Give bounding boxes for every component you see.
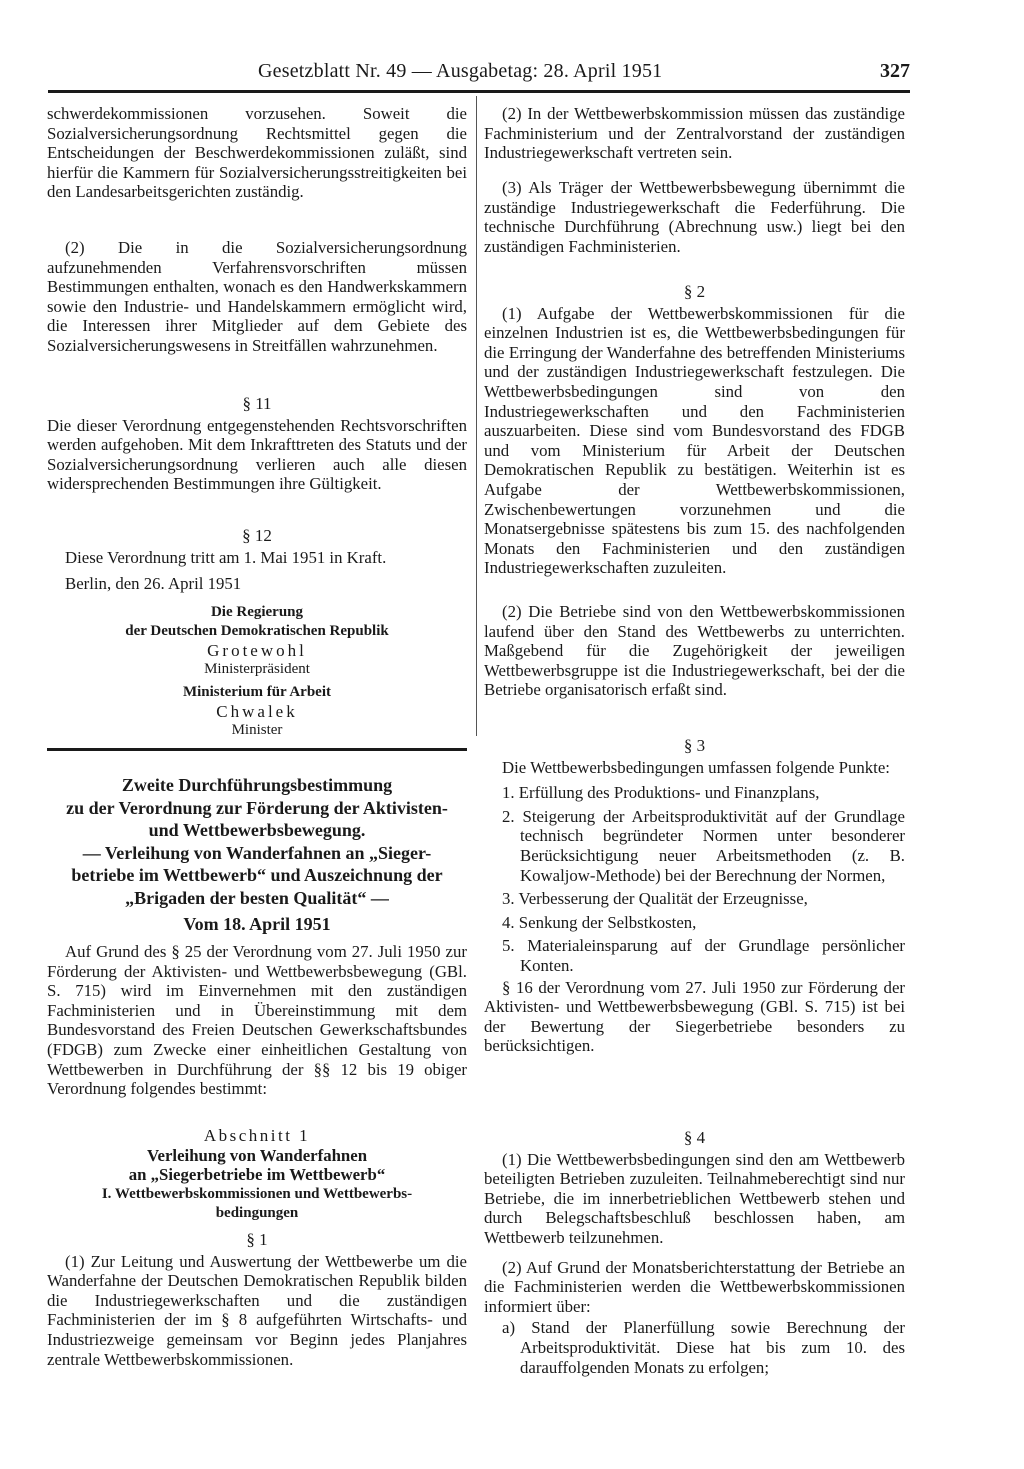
paragraph: (2) Die Betriebe sind von den Wettbewerbskommissionen laufend über den Stand des Wettbewerbs zu unterrichten. Maßgebend für die Zugehörigkeit der jeweiligen Wettbewerbsgruppe ist die Industriegewerkschaft, bei der die Betriebe organisatorisch erfaßt sind. bbox=[484, 602, 905, 700]
signature-ministry: Ministerium für Arbeit bbox=[182, 684, 332, 700]
section-1-para-2 bbox=[484, 104, 905, 163]
list-item: 5. Materialeinsparung auf der Grundlage persönlicher Konten. bbox=[502, 936, 905, 975]
section-text: (1) Aufgabe der Wettbewerbskommissionen für die einzelnen Industrien ist es, die Wettbewerbsbedingungen für die Erringung der Wanderfahne des betreffenden Ministeriums und der zuständigen Industriegewerkschaft festzulegen. Die Wettbewerbsbedingungen sind von den Industriegewerkschaften und den Fachministerien auszuarbeiten. Diese sind vom Bundesvorstand des FDGB und vom Ministerium für Arbeit der Deutschen Demokratischen Republik zu bestätigen. Weiterhin ist es Aufgabe der Wettbewerbskommissionen, Zwischenbewertungen vorzunehmen und die Monatsergebnisse spätestens bis zum 15. des nachfolgenden Monats den Fachministerien und den zuständigen Industriegewerkschaften zuzuleiten. bbox=[484, 303, 905, 578]
section-heading: § 3 bbox=[683, 736, 706, 755]
title-line: „Brigaden der besten Qualität“ — bbox=[125, 887, 389, 908]
section-1-para-3 bbox=[484, 178, 905, 256]
section-text: (1) Die Wettbewerbsbedingungen sind den am Wettbewerb beteiligten Betrieben zuzuleiten. Teilnahmeberechtigt sind nur Betriebe, die im innerbetrieblichen Wettbewerb stehen und durch Belegschaftsbeschluß beschlossen haben, am Wettbewerb teilzunehmen. bbox=[484, 1149, 905, 1247]
preamble bbox=[47, 942, 467, 1099]
section-heading: § 4 bbox=[683, 1128, 706, 1147]
place-date bbox=[47, 574, 467, 594]
section-11 bbox=[47, 394, 467, 494]
section-rule bbox=[47, 748, 467, 751]
section-heading: § 2 bbox=[683, 282, 706, 301]
section-text: (2) Auf Grund der Monatsberichterstattung der Betriebe an die Fachministerien werden die Wettbewerbskommissionen informiert über: bbox=[484, 1257, 905, 1316]
section-text: Die dieser Verordnung entgegenstehenden Rechtsvorschriften werden aufgehoben. Mit dem Inkrafttreten des Statuts und der Sozialversicherungsordnung verlieren auch alle diesen widersprechenden Bestimmungen ihre Gültigkeit. bbox=[47, 415, 467, 494]
signature-government-2: der Deutschen Demokratischen Republik bbox=[125, 623, 389, 639]
abschnitt-heading: Abschnitt 1 bbox=[203, 1126, 311, 1145]
preamble-text: Auf Grund des § 25 der Verordnung vom 27. Juli 1950 zur Förderung der Aktivisten- und Wettbewerbsbewegung (GBl. S. 715) wird im Einvernehmen mit den zuständigen Fachministerien und in Übereinstimmung mit dem Bundesvorstand des Freien Deutschen Gewerkschaftsbundes (FDGB) zum Zwecke einer einheitlichen Gestaltung von Wettbewerben in Durchführung der §§ 12 bis 19 obiger Verordnung folgendes bestimmt: bbox=[47, 942, 467, 1099]
signature-role: Minister bbox=[231, 722, 283, 738]
paragraph: (2) Die in die Sozialversicherungsordnung aufzunehmenden Verfahrensvorschriften müssen Bestimmungen enthalten, wonach es den Handwerkskammern sowie den Industrie- und Handelskammern ermöglicht wird, die Interessen ihrer Mitglieder auf dem Gebiete des Sozialversicherungswesens in Streitfällen wahrzunehmen. bbox=[47, 238, 467, 355]
paragraph-2 bbox=[47, 238, 467, 356]
section-text: (1) Zur Leitung und Auswertung der Wettbewerbe um die Wanderfahne der Deutschen Demokratischen Republik bilden die Industriegewerkschaften und die zuständigen Fachministerien der im § 8 aufgeführten Wirtschafts- und Industriezweige gemeinsam vor Beginn jedes Planjahres zentrale Wettbewerbskommissionen. bbox=[47, 1251, 467, 1369]
criteria-list bbox=[484, 783, 905, 975]
title-line: betriebe im Wettbewerb“ und Auszeichnung der bbox=[71, 865, 443, 885]
section-3 bbox=[484, 736, 905, 1056]
list-item: 3. Verbesserung der Qualität der Erzeugnisse, bbox=[502, 889, 808, 909]
paragraph: (2) In der Wettbewerbskommission müssen das zuständige Fachministerium und der Zentralvorstand der zuständigen Industriegewerkschaft vertreten sein. bbox=[484, 104, 905, 163]
section-12 bbox=[47, 526, 467, 567]
section-2 bbox=[484, 282, 905, 578]
page-header bbox=[48, 56, 910, 93]
section-1 bbox=[47, 1230, 467, 1369]
place-date-text: Berlin, den 26. April 1951 bbox=[65, 574, 242, 593]
title-line: — Verleihung von Wanderfahnen an „Sieger- bbox=[82, 842, 432, 863]
title-line: und Wettbewerbsbewegung. bbox=[148, 820, 366, 840]
signature-name: Grotewohl bbox=[207, 641, 307, 660]
abschnitt-title: an „Siegerbetriebe im Wettbewerb“ bbox=[128, 1165, 386, 1185]
section-text: § 16 der Verordnung vom 27. Juli 1950 zur Förderung der Aktivisten- und Wettbewerbsbewegung (GBl. S. 715) ist bei der Bewertung der Siegerbetriebe besonders zu berücksichtigen. bbox=[484, 977, 905, 1056]
title-line: zu der Verordnung zur Förderung der Aktivisten- bbox=[66, 797, 448, 818]
list-item: 2. Steigerung der Arbeitsproduktivität auf der Grundlage technisch begründeter Normen unter besonderer Berücksichtigung neuer Arbeitsmethoden (z. B. Kowaljow-Methode) bei der Berechnung der Normen, bbox=[502, 806, 905, 885]
regulation-title bbox=[47, 774, 467, 936]
paragraph: (3) Als Träger der Wettbewerbsbewegung übernimmt die zuständige Industriegewerkschaft die Federführung. Die technische Durchführung (Abrechnung usw.) liegt bei den zuständigen Fachministerien. bbox=[484, 178, 905, 256]
page-number: 327 bbox=[880, 60, 910, 82]
signature-block bbox=[47, 603, 467, 740]
paragraph: schwerdekommissionen vorzusehen. Soweit die Sozialversicherungsordnung Rechtsmittel gegen die Entscheidungen der Beschwerdekommissionen zuläßt, sind hierfür die Kammern für Sozialversicherungsstreitigkeiten bei den Landesarbeitsgerichten zuständig. bbox=[47, 104, 467, 202]
section-heading: § 1 bbox=[246, 1230, 268, 1249]
abschnitt-1 bbox=[47, 1126, 467, 1224]
list-item: 4. Senkung der Selbstkosten, bbox=[502, 912, 697, 932]
signature-name: Chwalek bbox=[216, 702, 298, 721]
section-text: Diese Verordnung tritt am 1. Mai 1951 in Kraft. bbox=[65, 547, 387, 567]
regulation-date: Vom 18. April 1951 bbox=[183, 914, 331, 934]
section-4 bbox=[484, 1128, 905, 1377]
abschnitt-title: Verleihung von Wanderfahnen bbox=[146, 1145, 368, 1165]
section-2-para-2 bbox=[484, 602, 905, 700]
signature-role: Ministerpräsident bbox=[204, 661, 310, 677]
subsection-heading-2: bedingungen bbox=[215, 1205, 299, 1222]
list-item: a) Stand der Planerfüllung sowie Berechnung der Arbeitsproduktivität. Diese hat bis zum 10. des darauffolgenden Monats zu erfolgen; bbox=[502, 1318, 905, 1377]
paragraph-continuation bbox=[47, 104, 467, 202]
section-heading: § 11 bbox=[242, 394, 272, 413]
header-title: Gesetzblatt Nr. 49 — Ausgabetag: 28. April 1951 bbox=[258, 60, 663, 82]
list-item: 1. Erfüllung des Produktions- und Finanzplans, bbox=[502, 783, 820, 803]
subsection-heading: I. Wettbewerbskommissionen und Wettbewerbs- bbox=[101, 1185, 413, 1202]
column-divider bbox=[476, 96, 477, 736]
signature-government: Die Regierung bbox=[210, 604, 304, 620]
title-line: Zweite Durchführungsbestimmung bbox=[121, 775, 393, 795]
section-heading: § 12 bbox=[242, 526, 272, 545]
section-text: Die Wettbewerbsbedingungen umfassen folgende Punkte: bbox=[502, 757, 890, 777]
